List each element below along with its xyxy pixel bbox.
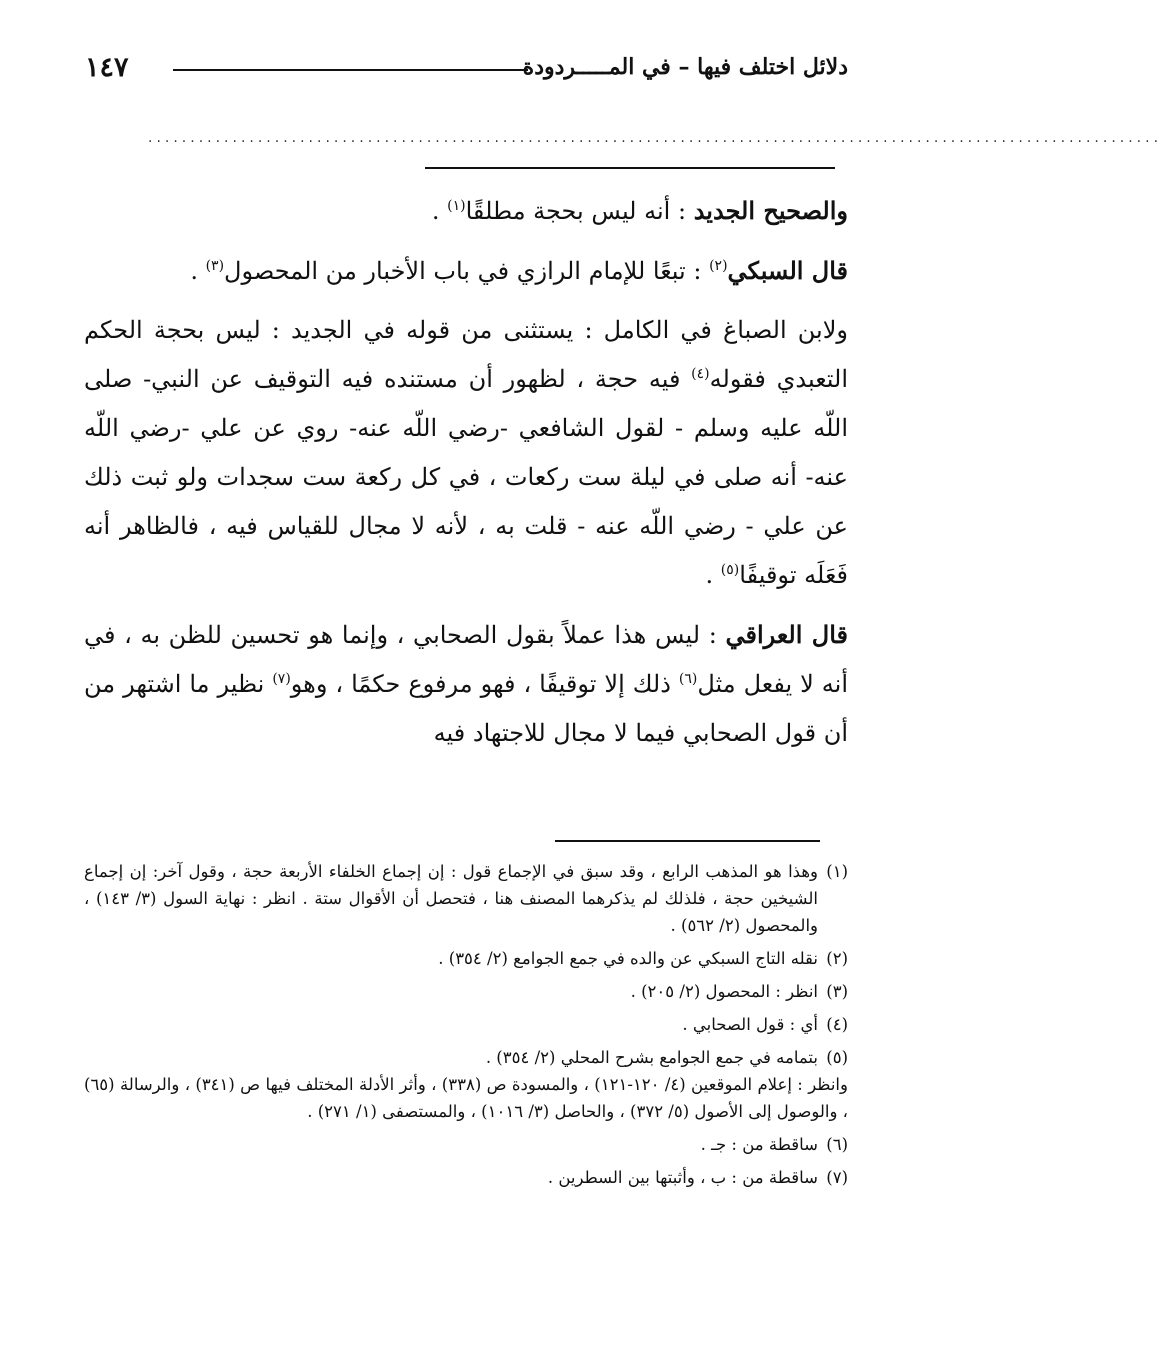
footnote-number: (٦) [826,1135,848,1154]
header-rule [173,69,528,71]
running-head [85,52,848,92]
footnote-text: ساقطة من : جـ . [700,1135,818,1154]
footnote-number: (٣) [826,982,848,1001]
footnote-ref-4[interactable]: (٤) [691,366,710,382]
paragraph-1-tail: . [431,197,448,225]
paragraph-3-text: ولابن الصباغ في الكامل : يستثنى من قوله في الجديد : ليس بحجة الحكم التعبدي فقوله [84,316,848,393]
footnote-6 [84,1131,848,1158]
section-rule [425,167,835,169]
paragraph-3-tail: . [705,561,721,589]
paragraph-4-text: : ليس هذا عملاً بقول الصحابي ، وإنما هو تحسين للظن به ، في أنه لا يفعل مثل [84,621,849,698]
page-number: ١٤٧ [85,52,129,83]
footnote-ref-6[interactable]: (٦) [678,671,698,687]
paragraph-4-middle: ذلك إلا توقيفًا ، فهو مرفوع حكمًا ، وهو [290,670,679,698]
footnote-number: (٢) [826,949,848,968]
footnote-2 [84,945,848,972]
footnote-text: انظر : المحصول (٢/ ٢٠٥) . [630,982,818,1001]
footnote-ref-5[interactable]: (٥) [720,562,740,578]
footnote-text: ساقطة من : ب ، وأثبتها بين السطرين . [547,1168,818,1187]
footnote-continuation: وانظر : إعلام الموقعين (٤/ ١٢٠-١٢١) ، والمسودة ص (٣٣٨) ، وأثر الأدلة المختلف فيها ص (٣٤١) ، والرسالة (٦٥) ، والوصول إلى الأصول (٥/ ٣٧٢) ، والحاصل (٣/ ١٠١٦) ، والمستصفى (١/ ٢٧١) . [84,1075,848,1121]
footnote-ref-7[interactable]: (٧) [272,671,291,687]
footnote-5 [84,1044,848,1125]
footnotes [84,858,848,1197]
paragraph-4 [84,610,848,758]
footnote-text: نقله التاج السبكي عن والده في جمع الجوامع (٢/ ٣٥٤) . [438,949,818,968]
paragraph-1-text: : أنه ليس بحجة مطلقًا [465,197,694,225]
footnote-number: (١) [826,862,848,881]
footnotes-rule [555,840,820,842]
footnote-text: بتمامه في جمع الجوامع بشرح المحلي (٢/ ٣٥٤) . [485,1048,818,1067]
footnote-4 [84,1011,848,1038]
paragraph-3 [84,306,848,600]
footnote-ref-2[interactable]: (٢) [709,258,728,274]
dotted-separator: ........................................................................................................................ [148,130,1162,146]
paragraph-4-lead: قال العراقي [725,620,848,649]
footnote-text: أي : قول الصحابي . [682,1015,818,1034]
footnote-number: (٧) [826,1168,848,1187]
paragraph-2-text: : تبعًا للإمام الرازي في باب الأخبار من المحصول [224,257,710,285]
footnote-1 [84,858,848,939]
paragraph-2-lead: قال السبكي [727,256,848,285]
footnote-text: وهذا هو المذهب الرابع ، وقد سبق في الإجماع قول : إن إجماع الخلفاء الأربعة حجة ، وقول آخر: إن إجماع الشيخين حجة ، فلذلك لم يذكرهما المصنف هنا ، فتحصل أن الأقوال ستة . انظر : نهاية السول (٣/ ١٤٣) ، والمحصول (٢/ ٥٦٢) . [84,862,818,935]
header-title: دلائل اختلف فيها – في المـــــردودة [522,54,848,80]
paragraph-1 [84,186,848,236]
footnote-ref-1[interactable]: (١) [447,198,466,214]
footnote-3 [84,978,848,1005]
paragraph-4-tail: نظير ما اشتهر من أن قول الصحابي فيما لا مجال للاجتهاد فيه [84,670,848,747]
paragraph-1-lead: والصحيح الجديد [693,196,848,225]
paragraph-2-tail: . [190,257,206,285]
footnote-ref-3[interactable]: (٣) [205,258,225,274]
paragraph-2 [84,246,848,296]
main-text [84,186,848,768]
footnote-7 [84,1164,848,1191]
paragraph-3-middle: فيه حجة ، لظهور أن مستنده فيه التوقيف عن النبي- صلى اللّه عليه وسلم - لقول الشافعي -رضي اللّه عنه- روي عن علي -رضي اللّه عنه- أنه صلى في ليلة ست ركعات ، في كل ركعة ست سجدات ولو ثبت ذلك عن علي - رضي اللّه عنه - قلت به ، لأنه لا مجال للقياس فيه ، فالظاهر أنه فَعَلَه توقيفًا [84,365,848,589]
footnote-number: (٤) [826,1015,848,1034]
footnote-number: (٥) [826,1048,848,1067]
